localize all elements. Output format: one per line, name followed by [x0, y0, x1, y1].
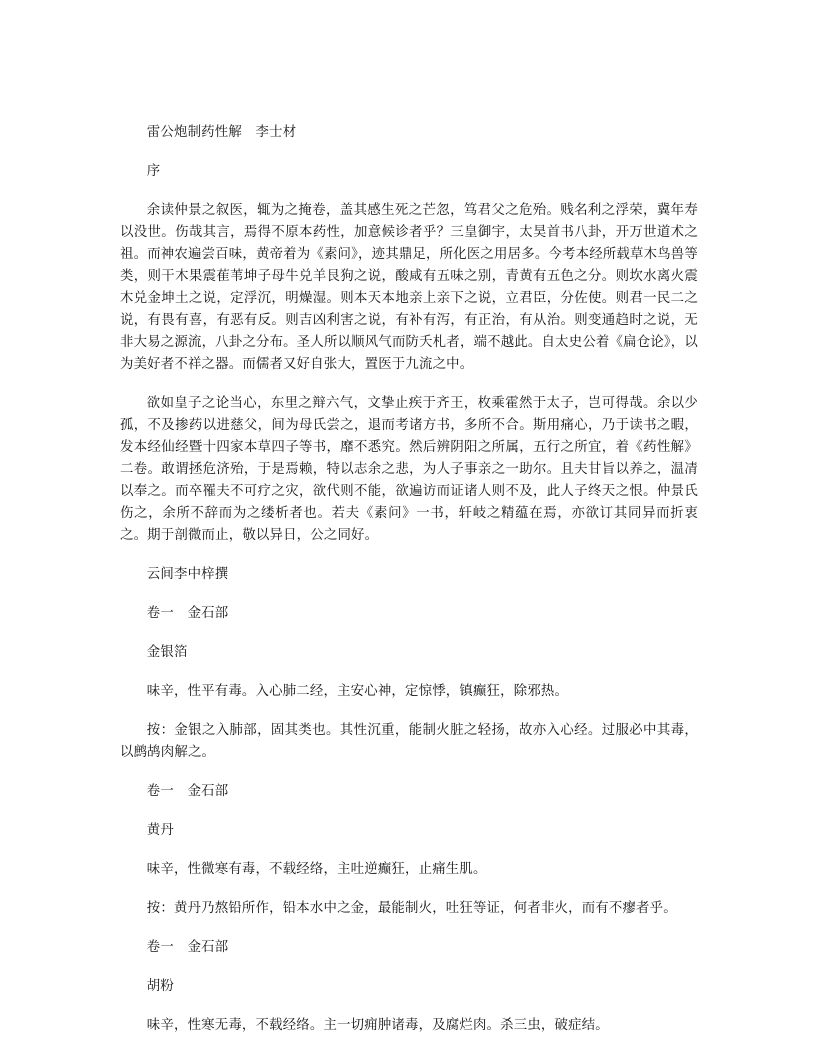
entry-2-nature: 味辛，性微寒有毒，不载经络，主吐逆癫狂，止痛生肌。	[146, 862, 487, 877]
entry-3-volume: 卷一 金石部	[146, 940, 229, 955]
preface-paragraph-1: 余读仲景之叙医，辄为之掩卷，盖其感生死之芒忽，笃君父之危殆。贱名利之浮荣，冀年寿以没世。伤哉其言，焉得不原本药性，加意候诊者乎？三皇御宇，太昊首书八卦，开万世道术之祖。而神农遍尝百味，黄帝着为《素问》，迹其鼎足，所化医之用居多。今考本经所载草木鸟兽等类，则干木果震萑苇坤子母牛兑羊艮狗之说，酸咸有五味之别，青黄有五色之分。则坎水离火震木兑金坤土之说，定浮沉，明燥湿。则本天本地亲上亲下之说，立君臣，分佐使。则君一民二之说，有畏有喜，有恶有反。则吉凶利害之说，有补有泻，有正治，有从治。则变通趋时之说，无非大易之源流，八卦之分布。圣人所以顺风气而防夭札者，端不越此。自太史公着《扁仓论》，以为美好者不祥之器。而儒者又好自张大，置医于九流之中。	[120, 203, 698, 372]
entry-1-volume: 卷一 金石部	[146, 606, 229, 621]
entry-2-note: 按：黄丹乃熬铅所作，铅本水中之金，最能制火，吐狂等证，何者非火，而有不瘳者乎。	[146, 901, 677, 916]
document-page	[120, 122, 698, 1037]
preface-heading: 序	[146, 164, 161, 179]
entry-3-nature: 味辛，性寒无毒，不载经络。主一切痈肿诸毒，及腐烂肉。杀三虫，破症结。	[146, 1018, 609, 1033]
entry-3-name: 胡粉	[146, 979, 174, 994]
entry-2-volume: 卷一 金石部	[146, 784, 229, 799]
document-title: 雷公炮制药性解 李士材	[146, 125, 297, 140]
preface-signature: 云间李中梓撰	[146, 567, 229, 582]
entry-1-name: 金银箔	[146, 645, 188, 660]
entry-1-nature: 味辛，性平有毒。入心肺二经，主安心神，定惊悸，镇癫狂，除邪热。	[146, 684, 569, 699]
preface-paragraph-2: 欲如皇子之论当心，东里之辩六气，文挚止疾于齐王，枚乘霍然于太子，岂可得哉。余以少孤，不及掺药以进慈父，间为母氏尝之，退而考诸方书，多所不合。斯用痛心，乃于读书之暇，发本经仙经暨十四家本草四子等书，靡不悉究。然后辨阴阳之所属，五行之所宜，着《药性解》二卷。敢谓拯危济殆，于是焉赖，特以志余之悲，为人子事亲之一助尔。且夫甘旨以养之，温凊以奉之。而卒罹夫不可疗之灾，欲代则不能，欲遍访而证诸人则不及，此人子终天之恨。仲景氏伤之，余所不辞而为之缕析者也。若夫《素问》一书，轩岐之精蕴在焉，亦欲订其同异而折衷之。期于剖微而止，敬以异日，公之同好。	[120, 396, 698, 543]
entry-1-note: 按：金银之入肺部，固其类也。其性沉重，能制火脏之轻扬，故亦入心经。过服必中其毒，以鹧鸪肉解之。	[120, 723, 698, 760]
entry-2-name: 黄丹	[146, 823, 174, 838]
